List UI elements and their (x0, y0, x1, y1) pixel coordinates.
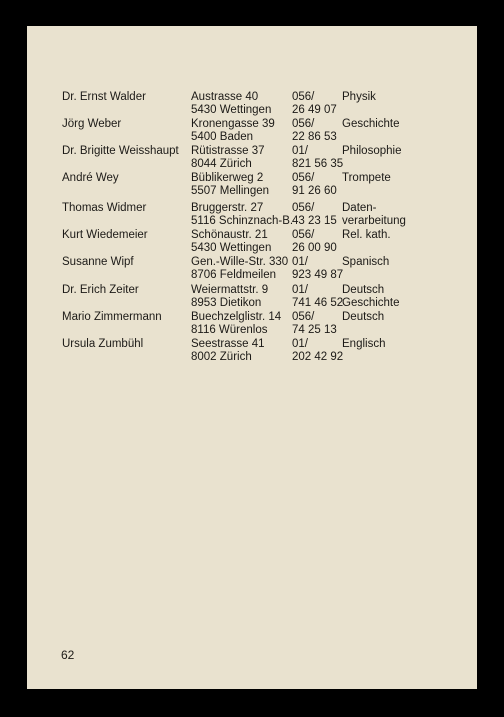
area-code: 056/ (292, 172, 315, 184)
phone-number: 741 46 52 (292, 297, 344, 309)
street: Schönaustr. 21 (191, 229, 268, 241)
address (191, 118, 275, 144)
address (191, 311, 281, 337)
phone (292, 145, 343, 171)
subject (342, 338, 385, 351)
area-code: 01/ (292, 284, 308, 296)
city: 5507 Mellingen (191, 185, 270, 197)
subject (342, 145, 401, 158)
area-code: 056/ (292, 311, 315, 323)
phone-number: 26 49 07 (292, 104, 337, 116)
city: 8044 Zürich (191, 158, 252, 170)
subject (342, 256, 389, 269)
address (191, 229, 271, 255)
address (191, 91, 271, 117)
city: 5430 Wettingen (191, 104, 272, 116)
phone-number: 43 23 15 (292, 215, 337, 227)
phone-number: 26 00 90 (292, 242, 337, 254)
phone (292, 202, 337, 228)
street: Buechzelglistr. 14 (191, 311, 282, 323)
phone-number: 22 86 53 (292, 131, 337, 143)
list-item (27, 338, 477, 368)
phone-number: 821 56 35 (292, 158, 344, 170)
subject-line-1: Philosophie (342, 145, 402, 157)
address (191, 284, 268, 310)
document-page (27, 26, 477, 689)
city: 5430 Wettingen (191, 242, 272, 254)
person-name: Susanne Wipf (62, 256, 134, 268)
phone-number: 202 42 92 (292, 351, 344, 363)
subject (342, 202, 406, 228)
phone (292, 91, 337, 117)
city: 5400 Baden (191, 131, 254, 143)
phone-number: 74 25 13 (292, 324, 337, 336)
subject-line-1: Geschichte (342, 118, 400, 130)
subject-line-1: Deutsch (342, 311, 385, 323)
subject-line-2: Geschichte (342, 297, 400, 309)
list-item (27, 284, 477, 314)
area-code: 01/ (292, 145, 308, 157)
subject-line-1: Rel. kath. (342, 229, 391, 241)
subject-line-1: Physik (342, 91, 376, 103)
subject-line-2: verarbeitung (342, 215, 406, 227)
city: 8002 Zürich (191, 351, 252, 363)
area-code: 056/ (292, 91, 315, 103)
person-name: Jörg Weber (62, 118, 122, 130)
subject (342, 311, 384, 324)
address (191, 256, 288, 282)
city: 5116 Schinznach-B. (191, 215, 294, 227)
person-name: Kurt Wiedemeier (62, 229, 148, 241)
area-code: 01/ (292, 256, 308, 268)
street: Bruggerstr. 27 (191, 202, 264, 214)
person-name: André Wey (62, 172, 119, 184)
person-name: Dr. Erich Zeiter (62, 284, 139, 296)
page-number: 62 (61, 648, 75, 662)
street: Seestrasse 41 (191, 338, 265, 350)
subject (342, 172, 391, 185)
phone-number: 923 49 87 (292, 269, 344, 281)
list-item (27, 118, 477, 148)
street: Rütistrasse 37 (191, 145, 265, 157)
area-code: 01/ (292, 338, 308, 350)
list-item (27, 91, 477, 121)
phone (292, 172, 337, 198)
phone (292, 284, 343, 310)
person-name: Dr. Brigitte Weisshaupt (62, 145, 179, 157)
subject (342, 91, 376, 104)
area-code: 056/ (292, 202, 315, 214)
list-item (27, 229, 477, 259)
person-name: Dr. Ernst Walder (62, 91, 146, 103)
phone (292, 311, 337, 337)
person-name: Mario Zimmermann (62, 311, 162, 323)
city: 8706 Feldmeilen (191, 269, 277, 281)
street: Weiermattstr. 9 (191, 284, 269, 296)
address (191, 202, 293, 228)
subject-line-1: Trompete (342, 172, 391, 184)
street: Kronengasse 39 (191, 118, 275, 130)
phone (292, 118, 337, 144)
street: Büblikerweg 2 (191, 172, 264, 184)
address (191, 145, 265, 171)
address (191, 172, 269, 198)
city: 8116 Würenlos (191, 324, 268, 336)
phone (292, 229, 337, 255)
subject (342, 118, 400, 131)
area-code: 056/ (292, 118, 315, 130)
subject-line-1: Englisch (342, 338, 386, 350)
street: Gen.-Wille-Str. 330 (191, 256, 289, 268)
list-item (27, 145, 477, 175)
subject-line-1: Deutsch (342, 284, 385, 296)
subject-line-1: Spanisch (342, 256, 390, 268)
area-code: 056/ (292, 229, 315, 241)
subject (342, 284, 400, 310)
phone (292, 256, 343, 282)
list-item (27, 172, 477, 202)
list-item (27, 202, 477, 232)
list-item (27, 256, 477, 286)
subject-line-1: Daten- (342, 202, 377, 214)
address (191, 338, 265, 364)
subject (342, 229, 391, 242)
person-name: Thomas Widmer (62, 202, 147, 214)
list-item (27, 311, 477, 341)
phone-number: 91 26 60 (292, 185, 337, 197)
city: 8953 Dietikon (191, 297, 262, 309)
street: Austrasse 40 (191, 91, 259, 103)
person-name: Ursula Zumbühl (62, 338, 144, 350)
phone (292, 338, 343, 364)
